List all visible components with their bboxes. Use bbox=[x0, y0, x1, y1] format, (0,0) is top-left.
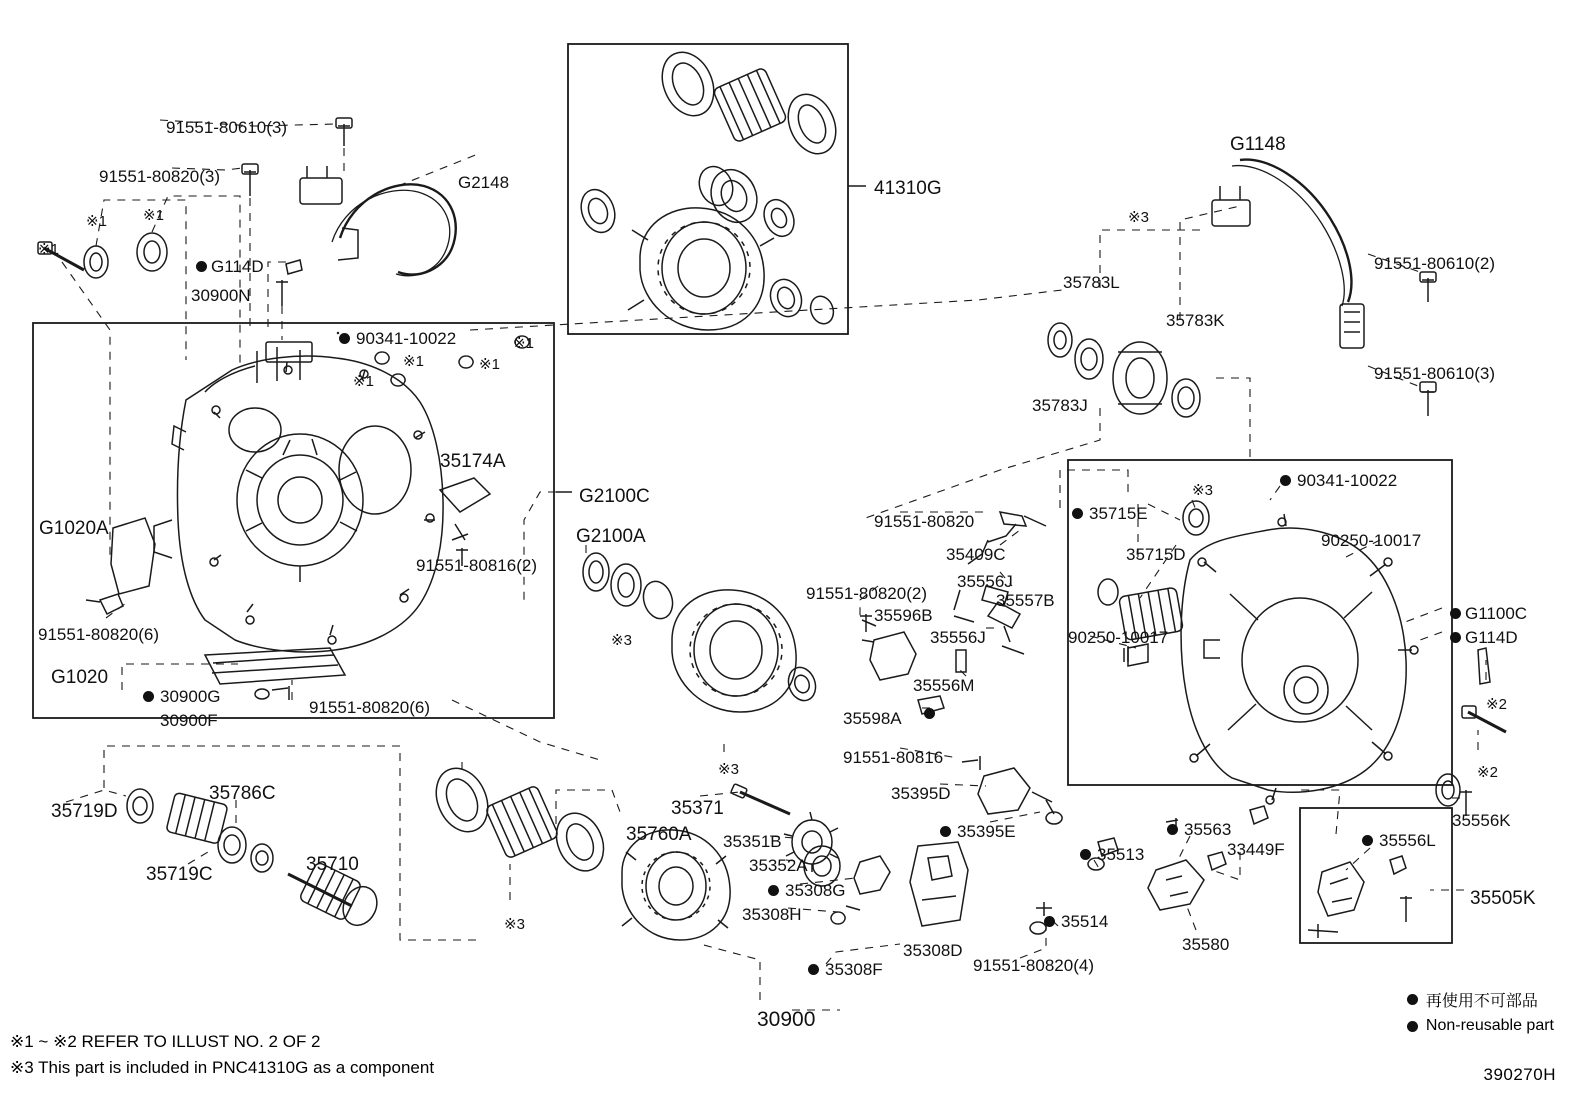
callout-35351b: 35351B bbox=[723, 832, 782, 851]
callout-90250-10017-a: 90250-10017 bbox=[1321, 531, 1422, 550]
callout-note1-g: ※1 bbox=[353, 373, 374, 390]
callout-91551-80820-4: 91551-80820(4) bbox=[973, 956, 1094, 975]
callout-33449f: 33449F bbox=[1227, 840, 1285, 859]
callout-note2-a: ※2 bbox=[1486, 696, 1507, 713]
legend-row-en bbox=[1407, 1017, 1554, 1035]
nonreusable-dot-g1100c bbox=[1450, 608, 1461, 619]
nonreusable-dot-35598a bbox=[924, 708, 935, 719]
callout-note3-e: ※3 bbox=[504, 916, 525, 933]
callout-35710: 35710 bbox=[306, 854, 359, 875]
callout-91551-80820-2: 91551-80820(2) bbox=[806, 584, 927, 603]
callout-91551-80820-a: 91551-80820 bbox=[874, 512, 975, 531]
callout-g1100c: G1100C bbox=[1465, 604, 1528, 623]
callout-35395e: 35395E bbox=[957, 822, 1016, 841]
callout-note1-d: ※1 bbox=[513, 335, 534, 352]
legend bbox=[1407, 988, 1554, 1041]
nonreusable-dot-35308g bbox=[768, 885, 779, 896]
callout-note1-f: ※1 bbox=[479, 356, 500, 373]
callout-35557b: 35557B bbox=[996, 591, 1055, 610]
callout-91551-80820-3: 91551-80820(3) bbox=[99, 167, 220, 186]
callout-note2-b: ※2 bbox=[1477, 764, 1498, 781]
callout-35505k: 35505K bbox=[1470, 888, 1536, 909]
callout-35308d: 35308D bbox=[903, 941, 963, 960]
callout-35556j-a: 35556J bbox=[957, 572, 1013, 591]
callout-30900g: 30900G bbox=[160, 687, 221, 706]
callout-g1148: G1148 bbox=[1230, 134, 1286, 155]
callout-35308h: 35308H bbox=[742, 905, 802, 924]
callout-note1-b: ※1 bbox=[143, 207, 164, 224]
callout-30900-main: 30900 bbox=[757, 1008, 816, 1031]
callout-35174a: 35174A bbox=[440, 451, 506, 472]
nonreusable-dot-30900g bbox=[143, 691, 154, 702]
callout-91551-80820-6b: 91551-80820(6) bbox=[309, 698, 430, 717]
callout-35514: 35514 bbox=[1061, 912, 1109, 931]
callout-35395d: 35395D bbox=[891, 784, 951, 803]
nonreusable-dot-35395e bbox=[940, 826, 951, 837]
nonreusable-dot-g114d bbox=[196, 261, 207, 272]
sheet-number: 390270H bbox=[1483, 1065, 1556, 1084]
callout-35352a: 35352A bbox=[749, 856, 808, 875]
callout-note3-d: ※3 bbox=[1192, 482, 1213, 499]
callout-note1-c: ※1 bbox=[38, 241, 59, 258]
filled-circle-icon bbox=[1407, 994, 1418, 1005]
callout-35783j: 35783J bbox=[1032, 396, 1088, 415]
callout-note3-a: ※3 bbox=[611, 632, 632, 649]
callout-35308g: 35308G bbox=[785, 881, 846, 900]
callout-91551-80816-2: 91551-80816(2) bbox=[416, 556, 537, 575]
callout-35556j-b: 35556J bbox=[930, 628, 986, 647]
callout-35715e: 35715E bbox=[1089, 504, 1148, 523]
callout-35598a: 35598A bbox=[843, 709, 902, 728]
callout-note3-c: ※3 bbox=[1128, 209, 1149, 226]
callout-35556k: 35556K bbox=[1452, 811, 1511, 830]
callout-30900n: 30900N bbox=[191, 286, 251, 305]
callout-91551-80610-3a: 91551-80610(3) bbox=[166, 118, 287, 137]
callout-note1-e: ※1 bbox=[403, 353, 424, 370]
nonreusable-dot-35556l bbox=[1362, 835, 1373, 846]
callout-g2100c: G2100C bbox=[579, 486, 650, 507]
callout-g1020a: G1020A bbox=[39, 518, 109, 539]
nonreusable-dot-90341-10022-left bbox=[339, 333, 350, 344]
callout-g114d-right: G114D bbox=[1465, 628, 1518, 647]
nonreusable-dot-35513 bbox=[1080, 849, 1091, 860]
callout-91551-80820-6a: 91551-80820(6) bbox=[38, 625, 159, 644]
callout-91551-80816: 91551-80816 bbox=[843, 748, 944, 767]
callout-g2100a: G2100A bbox=[576, 526, 646, 547]
callout-35786c: 35786C bbox=[209, 783, 276, 804]
callout-35783l: 35783L bbox=[1063, 273, 1120, 292]
callout-g114d-left: G114D bbox=[211, 257, 264, 276]
callout-g1020: G1020 bbox=[51, 667, 109, 688]
callout-35719d: 35719D bbox=[51, 801, 118, 822]
callout-35783k: 35783K bbox=[1166, 311, 1225, 330]
callout-35580: 35580 bbox=[1182, 935, 1230, 954]
nonreusable-dot-90341-10022-right bbox=[1280, 475, 1291, 486]
legend-label-en: Non-reusable part bbox=[1425, 1017, 1554, 1034]
nonreusable-dot-35514 bbox=[1044, 916, 1055, 927]
callout-35556l: 35556L bbox=[1379, 831, 1436, 850]
legend-label-jp: 再使用不可部品 bbox=[1425, 993, 1538, 1010]
callout-90341-10022-left: 90341-10022 bbox=[356, 329, 457, 348]
nonreusable-dot-35563 bbox=[1167, 824, 1178, 835]
nonreusable-dot-35715e bbox=[1072, 508, 1083, 519]
callout-note1-a: ※1 bbox=[86, 213, 107, 230]
callout-91551-80610-2: 91551-80610(2) bbox=[1374, 254, 1495, 273]
callout-91551-80610-3b: 91551-80610(3) bbox=[1374, 364, 1495, 383]
callout-note3-b: ※3 bbox=[718, 761, 739, 778]
callout-35308f: 35308F bbox=[825, 960, 883, 979]
callout-35719c: 35719C bbox=[146, 864, 213, 885]
callout-35760a: 35760A bbox=[626, 824, 692, 845]
footnote-1: ※1 ~ ※2 REFER TO ILLUST NO. 2 OF 2 bbox=[10, 1032, 321, 1051]
nonreusable-dot-g114d-right bbox=[1450, 632, 1461, 643]
nonreusable-dot-35308f bbox=[808, 964, 819, 975]
callout-41310g: 41310G bbox=[874, 178, 942, 199]
callout-30900f: 30900F bbox=[160, 711, 218, 730]
callout-g2148: G2148 bbox=[458, 173, 510, 192]
callout-35715d: 35715D bbox=[1126, 545, 1186, 564]
footnotes bbox=[10, 1029, 434, 1081]
callout-35513: 35513 bbox=[1097, 845, 1145, 864]
callout-35409c: 35409C bbox=[946, 545, 1006, 564]
footnote-2: ※3 This part is included in PNC41310G as a component bbox=[10, 1058, 435, 1077]
filled-circle-icon bbox=[1407, 1021, 1418, 1032]
callout-35371: 35371 bbox=[671, 798, 724, 819]
callout-90250-10017-b: 90250-10017 bbox=[1068, 628, 1169, 647]
callout-35563: 35563 bbox=[1184, 820, 1232, 839]
legend-row-jp bbox=[1407, 988, 1554, 1011]
callout-90341-10022-right: 90341-10022 bbox=[1297, 471, 1398, 490]
callout-35596b: 35596B bbox=[874, 606, 933, 625]
callout-35556m: 35556M bbox=[913, 676, 975, 695]
